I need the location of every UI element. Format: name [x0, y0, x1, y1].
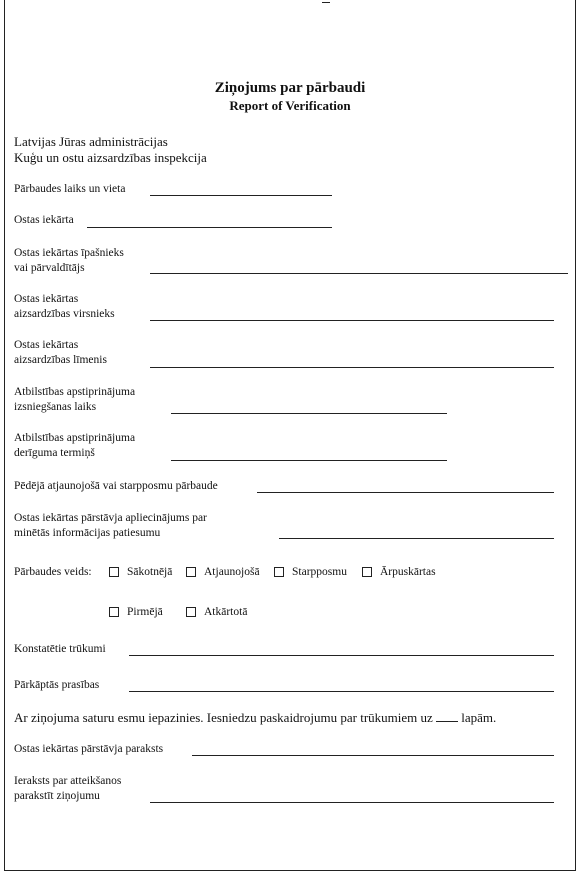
facility-label: Ostas iekārta [14, 214, 74, 226]
valid-field[interactable] [171, 460, 447, 461]
refusal-label-line1: Ieraksts par atteikšanos [14, 775, 122, 787]
org-name: Latvijas Jūras administrācijas [14, 134, 168, 149]
checkbox-first[interactable] [109, 607, 119, 617]
document-title: Ziņojums par pārbaudi [214, 80, 366, 96]
level-label-line2: aizsardzības līmenis [14, 354, 107, 366]
statement-text-end: lapām. [461, 710, 497, 725]
violations-label: Pārkāptās prasības [14, 679, 100, 691]
last-check-field[interactable] [257, 492, 554, 493]
owner-label-line2: vai pārvaldītājs [14, 262, 85, 274]
statement-text-start: Ar ziņojuma saturu esmu iepazinies. Iesniedzu paskaidrojumu par trūkumiem uz [14, 710, 433, 725]
owner-field[interactable] [150, 273, 568, 274]
document-subtitle: Report of Verification [229, 98, 351, 113]
org-department: Kuģu un ostu aizsardzības inspekcija [14, 150, 207, 165]
option-intermediate-label: Starpposmu [292, 566, 347, 578]
option-renewal-label: Atjaunojošā [204, 566, 260, 578]
statement-text [14, 710, 496, 725]
checkbox-repeat[interactable] [186, 607, 196, 617]
checkbox-initial[interactable] [109, 567, 119, 577]
valid-label-line1: Atbilstības apstiprinājuma [14, 432, 136, 444]
signature-label: Ostas iekārtas pārstāvja paraksts [14, 743, 164, 755]
option-repeat-label: Atkārtotā [204, 606, 248, 618]
confirm-field[interactable] [279, 538, 554, 539]
refusal-label-line2: parakstīt ziņojumu [14, 790, 100, 802]
option-initial-label: Sākotnējā [127, 566, 173, 578]
officer-label-line1: Ostas iekārtas [14, 293, 79, 305]
valid-label-line2: derīguma termiņš [14, 447, 95, 459]
time-place-label: Pārbaudes laiks un vieta [14, 183, 126, 195]
pages-count-field[interactable] [436, 710, 458, 722]
owner-label-line1: Ostas iekārtas īpašnieks [14, 247, 124, 259]
page-top-mark [322, 0, 330, 3]
time-place-field[interactable] [150, 195, 332, 196]
confirm-label-line1: Ostas iekārtas pārstāvja apliecinājums par [14, 512, 207, 524]
option-extraordinary-label: Ārpuskārtas [380, 566, 436, 578]
issued-field[interactable] [171, 413, 447, 414]
confirm-label-line2: minētās informācijas patiesumu [14, 527, 161, 539]
officer-field[interactable] [150, 320, 554, 321]
checkbox-extraordinary[interactable] [362, 567, 372, 577]
issued-label-line1: Atbilstības apstiprinājuma [14, 386, 136, 398]
issued-label-line2: izsniegšanas laiks [14, 401, 97, 413]
facility-field[interactable] [87, 227, 332, 228]
checkbox-intermediate[interactable] [274, 567, 284, 577]
violations-field[interactable] [129, 691, 554, 692]
deficiencies-label: Konstatētie trūkumi [14, 643, 106, 655]
level-label-line1: Ostas iekārtas [14, 339, 79, 351]
check-type-label: Pārbaudes veids: [14, 566, 92, 578]
option-first-label: Pirmējā [127, 606, 163, 618]
officer-label-line2: aizsardzības virsnieks [14, 308, 115, 320]
refusal-field[interactable] [150, 802, 554, 803]
signature-field[interactable] [192, 755, 554, 756]
checkbox-renewal[interactable] [186, 567, 196, 577]
deficiencies-field[interactable] [129, 655, 554, 656]
last-check-label: Pēdējā atjaunojošā vai starpposmu pārbaude [14, 480, 218, 492]
level-field[interactable] [150, 367, 554, 368]
